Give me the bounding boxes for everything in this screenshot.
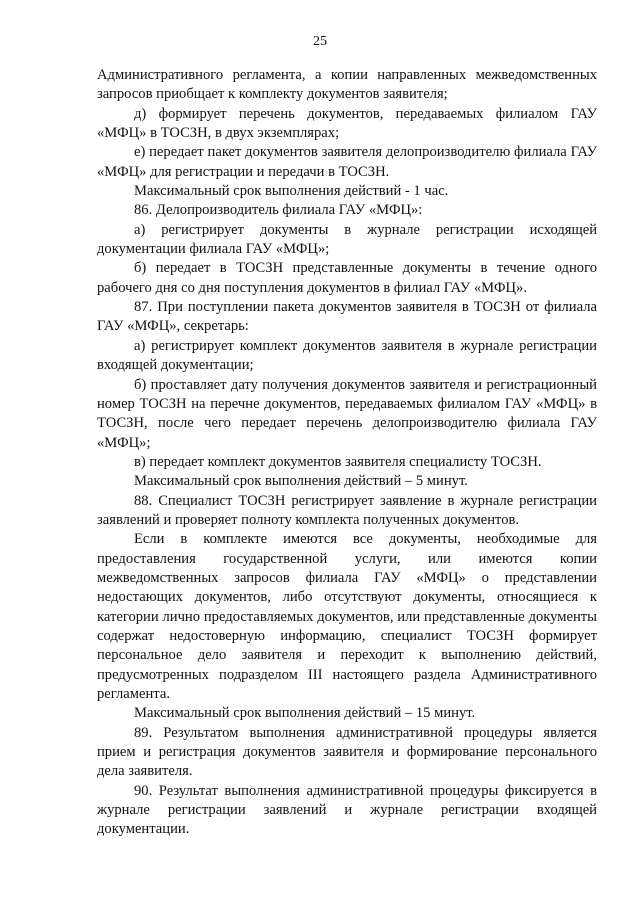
- paragraph-continuation: Административного регламента, а копии направленных межведомственных запросов приобщает к комплекту документов заявителя;: [97, 67, 597, 103]
- paragraph-87-b: б) проставляет дату получения документов заявителя и регистрационный номер ТОСЗН на перечне документов, передаваемых филиалом ГАУ «МФЦ» в ТОСЗН, после чего передает перечень делопроизводителю филиала ГАУ «МФЦ»;: [97, 376, 597, 451]
- paragraph-88: 88. Специалист ТОСЗН регистрирует заявление в журнале регистрации заявлений и проверяет полноту комплекта полученных документов.: [97, 492, 597, 528]
- paragraph-89: 89. Результатом выполнения административной процедуры является прием и регистрация документов заявителя и формирование персонального дела заявителя.: [97, 724, 597, 780]
- paragraph-86: 86. Делопроизводитель филиала ГАУ «МФЦ»:: [134, 202, 423, 219]
- paragraph-item-d: д) формирует перечень документов, передаваемых филиалом ГАУ «МФЦ» в ТОСЗН, в двух экземплярах;: [97, 105, 597, 142]
- paragraph-max-time-1: Максимальный срок выполнения действий - 1 час.: [134, 183, 449, 200]
- paragraph-87-a: а) регистрирует комплект документов заявителя в журнале регистрации входящей документации;: [97, 337, 597, 374]
- paragraph-max-time-2: Максимальный срок выполнения действий – 5 минут.: [134, 473, 468, 490]
- paragraph-86-b: б) передает в ТОСЗН представленные документы в течение одного рабочего дня со дня поступления документов в филиал ГАУ «МФЦ».: [97, 260, 597, 296]
- paragraph-item-e: е) передает пакет документов заявителя делопроизводителю филиала ГАУ «МФЦ» для регистрации и передачи в ТОСЗН.: [97, 144, 597, 180]
- paragraph-87-v: в) передает комплект документов заявителя специалисту ТОСЗН.: [134, 453, 542, 470]
- page-number: 25: [313, 34, 327, 49]
- paragraph-87: 87. При поступлении пакета документов заявителя в ТОСЗН от филиала ГАУ «МФЦ», секретарь:: [97, 299, 597, 335]
- paragraph-max-time-3: Максимальный срок выполнения действий – 15 минут.: [134, 705, 476, 722]
- paragraph-86-a: а) регистрирует документы в журнале регистрации исходящей документации филиала ГАУ «МФЦ»;: [97, 221, 597, 258]
- paragraph-90: 90. Результат выполнения административной процедуры фиксируется в журнале регистрации заявлений и журнале регистрации входящей документации.: [97, 782, 597, 838]
- document-body: [97, 66, 597, 840]
- paragraph-88-condition: Если в комплекте имеются все документы, необходимые для предоставления государственной услуги, или имеются копии межведомственных запросов филиала ГАУ «МФЦ» о представлении недостающих документов, либо отсутствуют документы, относящиеся к категории лично предоставляемых документов, или представленные документы содержат недостоверную информацию, специалист ТОСЗН формирует персональное дело заявителя и переходит к выполнению действий, предусмотренных подразделом III настоящего раздела Административного регламента.: [97, 531, 597, 702]
